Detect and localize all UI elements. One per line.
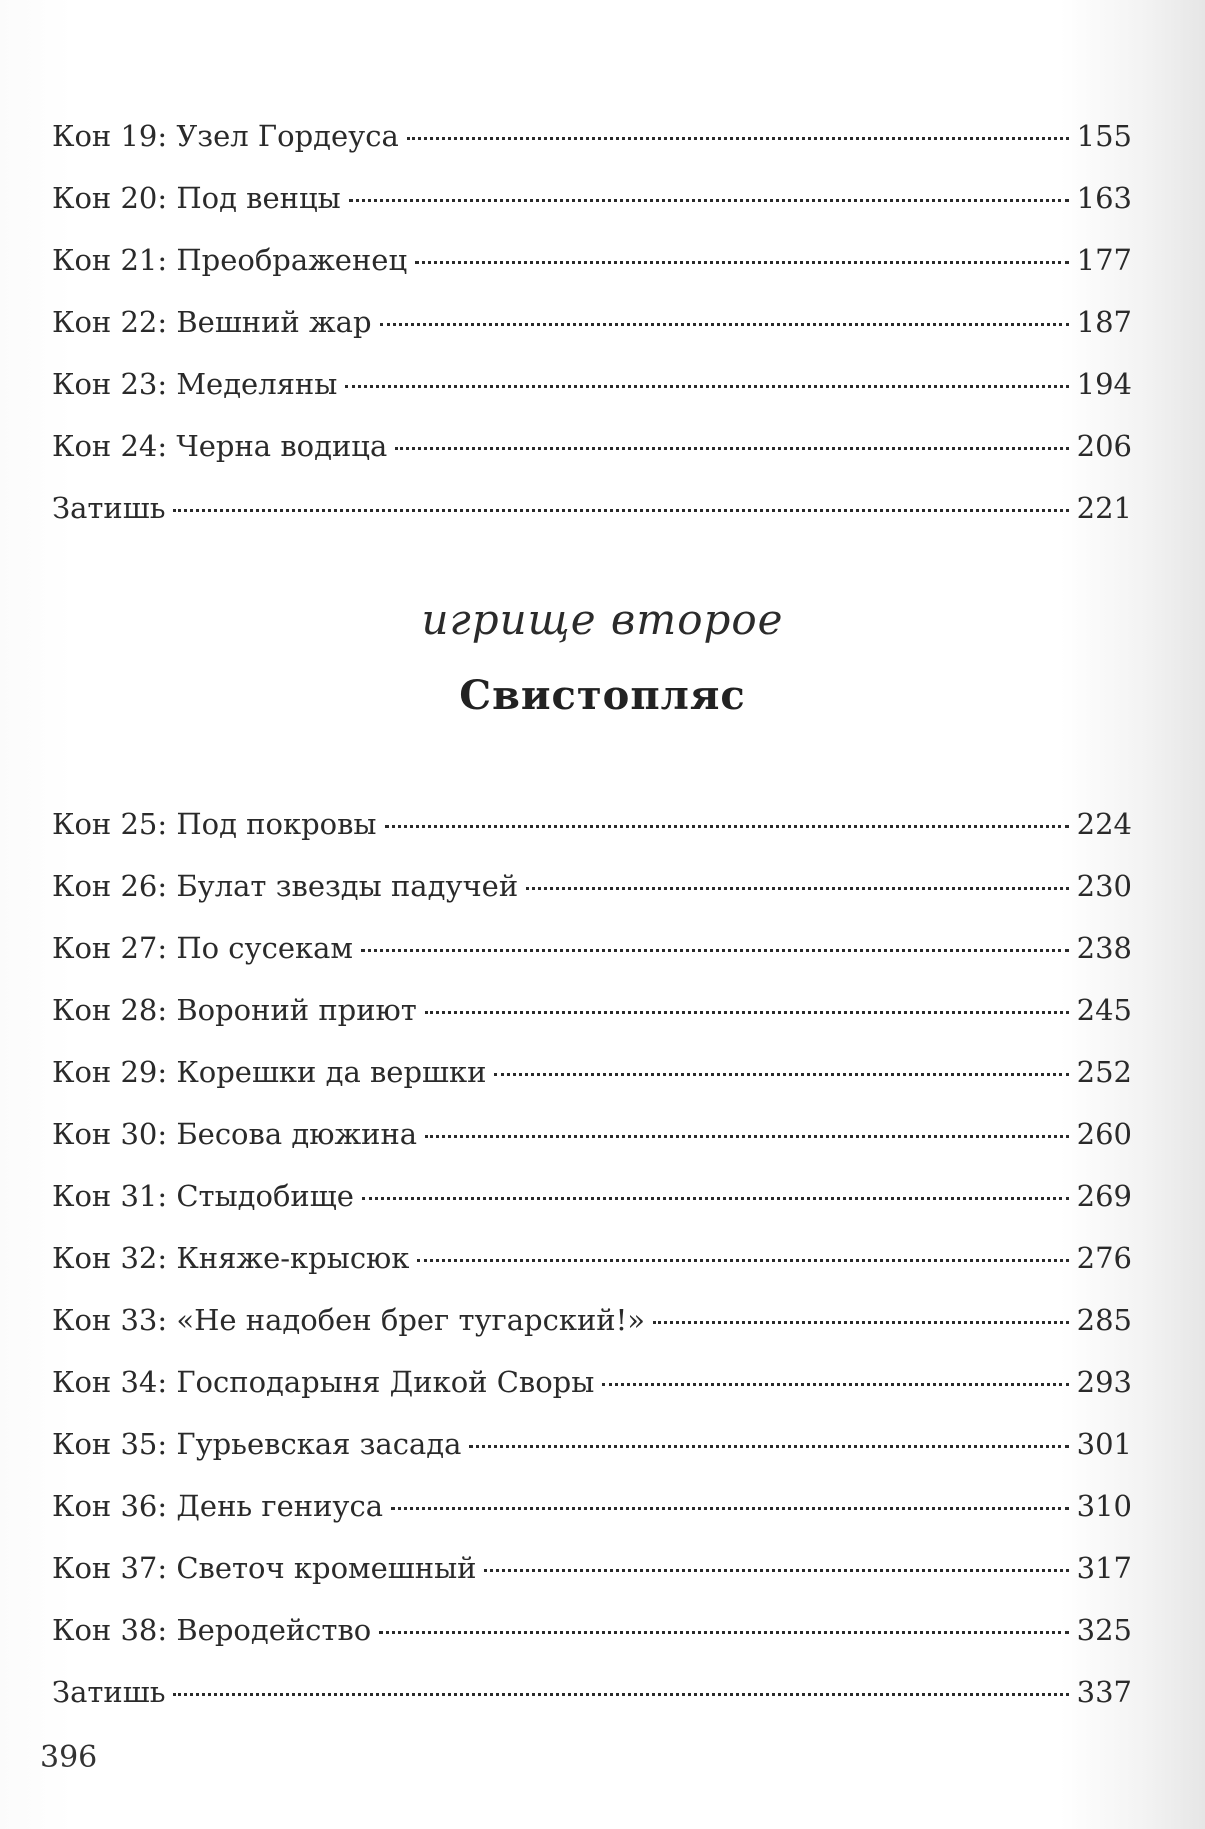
toc-entry-title: Затишь (52, 1675, 166, 1709)
toc-entry (52, 1599, 1132, 1661)
toc-list-part-two (52, 793, 1132, 1723)
toc-entry (52, 1165, 1132, 1227)
toc-entry-page: 238 (1076, 931, 1132, 965)
toc-entry-page: 301 (1076, 1427, 1132, 1461)
toc-leader-dots (484, 1569, 1068, 1572)
toc-entry-title: Кон 23: Меделяны (52, 367, 338, 401)
toc-entry-page: 269 (1076, 1179, 1132, 1213)
toc-leader-dots (173, 1693, 1068, 1696)
toc-entry (52, 229, 1132, 291)
toc-entry-page: 187 (1076, 305, 1132, 339)
toc-entry (52, 1103, 1132, 1165)
toc-leader-dots (415, 261, 1069, 264)
toc-entry (52, 1227, 1132, 1289)
toc-entry-page: 194 (1076, 367, 1132, 401)
toc-entry (52, 415, 1132, 477)
toc-leader-dots (417, 1259, 1068, 1262)
toc-leader-dots (361, 949, 1069, 952)
toc-entry-page: 252 (1076, 1055, 1132, 1089)
toc-entry-title: Кон 20: Под венцы (52, 181, 341, 215)
toc-entry (52, 979, 1132, 1041)
toc-entry-title: Кон 33: «Не надобен брег тугарский!» (52, 1303, 646, 1337)
toc-entry-page: 224 (1076, 807, 1132, 841)
toc-entry-page: 221 (1076, 491, 1132, 525)
toc-entry (52, 1661, 1132, 1723)
toc-entry-title: Кон 37: Светоч кромешный (52, 1551, 477, 1585)
toc-entry-page: 230 (1076, 869, 1132, 903)
toc-entry (52, 1537, 1132, 1599)
toc-entry (52, 1041, 1132, 1103)
toc-leader-dots (391, 1507, 1069, 1510)
toc-entry-page: 293 (1076, 1365, 1132, 1399)
toc-entry (52, 917, 1132, 979)
toc-entry (52, 353, 1132, 415)
toc-list-part-one (52, 105, 1132, 539)
toc-entry-page: 317 (1076, 1551, 1132, 1585)
toc-entry-page: 260 (1076, 1117, 1132, 1151)
toc-entry-title: Кон 22: Вешний жар (52, 305, 372, 339)
toc-entry-page: 285 (1076, 1303, 1132, 1337)
toc-entry-title: Кон 34: Господарыня Дикой Своры (52, 1365, 595, 1399)
page-number: 396 (40, 1740, 98, 1775)
toc-leader-dots (395, 447, 1068, 450)
toc-leader-dots (425, 1011, 1069, 1014)
toc-entry (52, 1351, 1132, 1413)
toc-entry (52, 793, 1132, 855)
toc-entry-page: 155 (1076, 119, 1132, 153)
toc-leader-dots (173, 509, 1068, 512)
toc-leader-dots (653, 1321, 1069, 1324)
toc-entry-title: Кон 25: Под покровы (52, 807, 377, 841)
toc-leader-dots (469, 1445, 1068, 1448)
toc-leader-dots (380, 323, 1069, 326)
toc-leader-dots (349, 199, 1069, 202)
toc-entry-page: 177 (1076, 243, 1132, 277)
toc-leader-dots (385, 825, 1069, 828)
toc-entry (52, 105, 1132, 167)
toc-entry-page: 206 (1076, 429, 1132, 463)
toc-entry-title: Кон 21: Преображенец (52, 243, 408, 277)
toc-entry-title: Кон 35: Гурьевская засада (52, 1427, 462, 1461)
toc-entry (52, 1289, 1132, 1351)
toc-entry (52, 291, 1132, 353)
toc-entry-title: Затишь (52, 491, 166, 525)
toc-leader-dots (425, 1135, 1069, 1138)
toc-entry (52, 1413, 1132, 1475)
section-title: Свистопляс (459, 672, 746, 719)
toc-entry-title: Кон 19: Узел Гордеуса (52, 119, 399, 153)
toc-leader-dots (407, 137, 1069, 140)
toc-leader-dots (379, 1631, 1068, 1634)
toc-entry-page: 163 (1076, 181, 1132, 215)
toc-entry-title: Кон 28: Вороний приют (52, 993, 417, 1027)
toc-entry (52, 477, 1132, 539)
toc-entry-title: Кон 36: День гениуса (52, 1489, 384, 1523)
toc-leader-dots (494, 1073, 1068, 1076)
toc-entry-page: 245 (1076, 993, 1132, 1027)
toc-entry-title: Кон 24: Черна водица (52, 429, 388, 463)
toc-entry-title: Кон 31: Стыдобище (52, 1179, 354, 1213)
toc-entry-page: 276 (1076, 1241, 1132, 1275)
toc-entry-page: 337 (1076, 1675, 1132, 1709)
toc-entry (52, 1475, 1132, 1537)
toc-entry-title: Кон 26: Булат звезды падучей (52, 869, 519, 903)
toc-entry-title: Кон 27: По сусекам (52, 931, 353, 965)
toc-entry (52, 167, 1132, 229)
toc-entry-title: Кон 30: Бесова дюжина (52, 1117, 418, 1151)
toc-entry-page: 325 (1076, 1613, 1132, 1647)
toc-entry-title: Кон 29: Корешки да вершки (52, 1055, 487, 1089)
toc-leader-dots (602, 1383, 1068, 1386)
toc-entry-title: Кон 32: Княже-крысюк (52, 1241, 410, 1275)
toc-leader-dots (362, 1197, 1069, 1200)
toc-entry-title: Кон 38: Веродейство (52, 1613, 372, 1647)
toc-leader-dots (526, 887, 1068, 890)
toc-leader-dots (345, 385, 1068, 388)
toc-entry-page: 310 (1076, 1489, 1132, 1523)
section-subtitle: игрище второе (421, 595, 784, 644)
toc-entry (52, 855, 1132, 917)
